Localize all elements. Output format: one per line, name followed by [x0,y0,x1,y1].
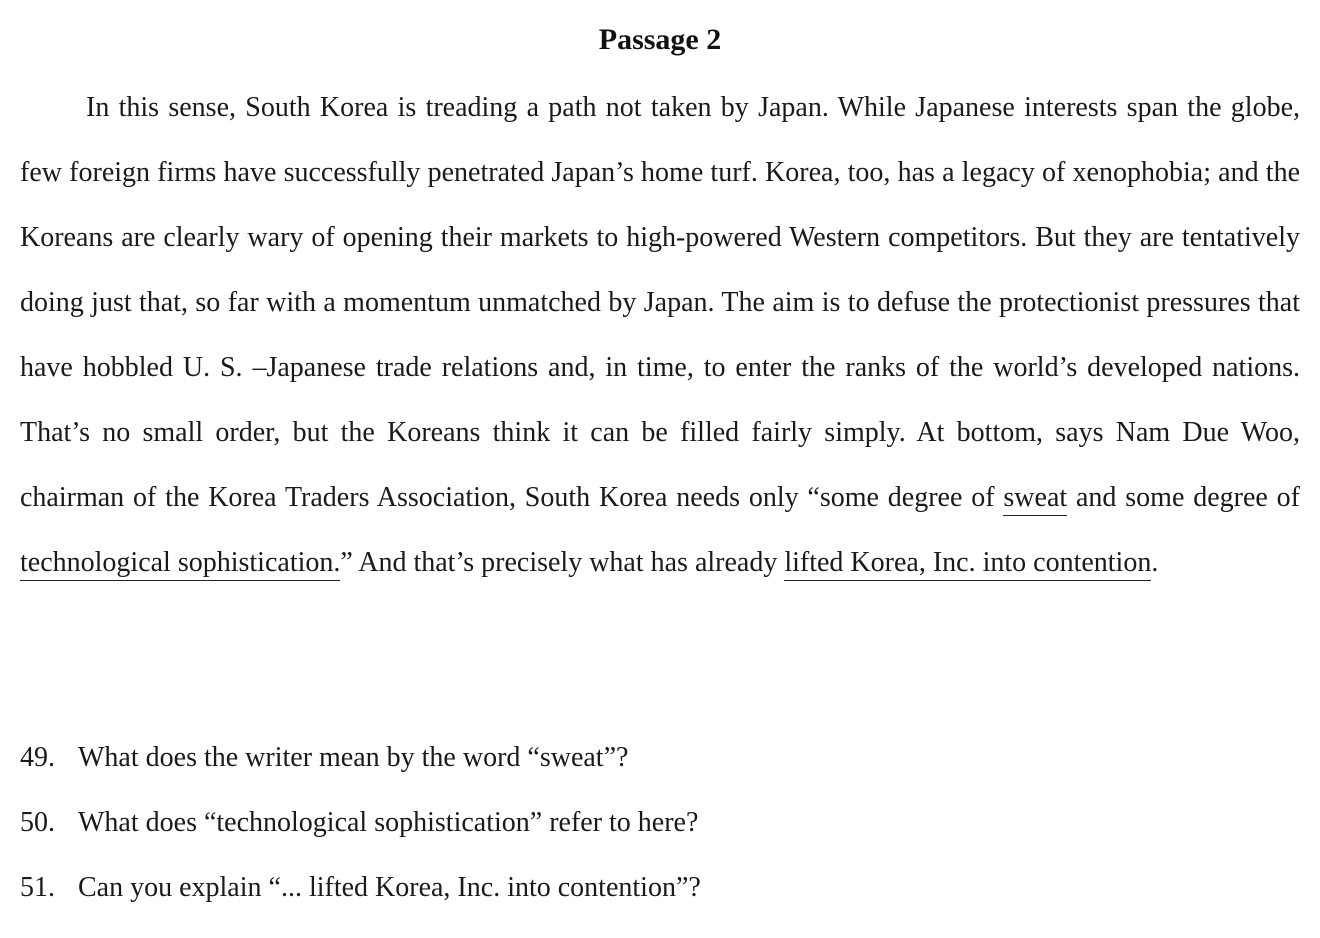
passage-text-1: In this sense, South Korea is treading a path not taken by Japan. While Japanese interests span the globe, few foreign firms have successfully penetrated Japan’s home turf. Korea, too, has a legacy of xenophobia; and the Koreans are clearly wary of opening their markets to high-powered Western competitors. But they are tentatively doing just that, so far with a momentum unmatched by Japan. The aim is to defuse the protectionist pressures that have hobbled U. S. –Japanese trade relations and, in time, to enter the ranks of the world’s developed nations. That’s no small order, but the Koreans think it can be filled fairly simply. At bottom, says Nam Due Woo, chairman of the Korea Traders Association, South Korea needs only “some degree of [20,92,1300,513]
passage-text-2: and some degree of [1067,482,1300,513]
question-number: 49. [20,742,55,773]
passage-paragraph [20,75,1300,595]
question-51 [20,855,1300,920]
question-text: Can you explain “... lifted Korea, Inc. into contention”? [78,872,701,903]
passage-text-4: . [1151,547,1159,578]
question-text: What does “technological sophistication” refer to here? [78,807,699,838]
question-50 [20,790,1300,855]
question-list [20,725,1300,920]
question-number: 51. [20,872,55,903]
question-number: 50. [20,807,55,838]
passage-title: Passage 2 [598,23,722,56]
question-text: What does the writer mean by the word “sweat”? [78,742,629,773]
question-49 [20,725,1300,790]
underlined-phrase-technological-sophistication: technological sophistication. [20,547,340,581]
passage-text-3: ” And that’s precisely what has already [340,547,785,578]
underlined-phrase-lifted-korea: lifted Korea, Inc. into contention [784,547,1151,581]
underlined-phrase-sweat: sweat [1003,482,1067,516]
